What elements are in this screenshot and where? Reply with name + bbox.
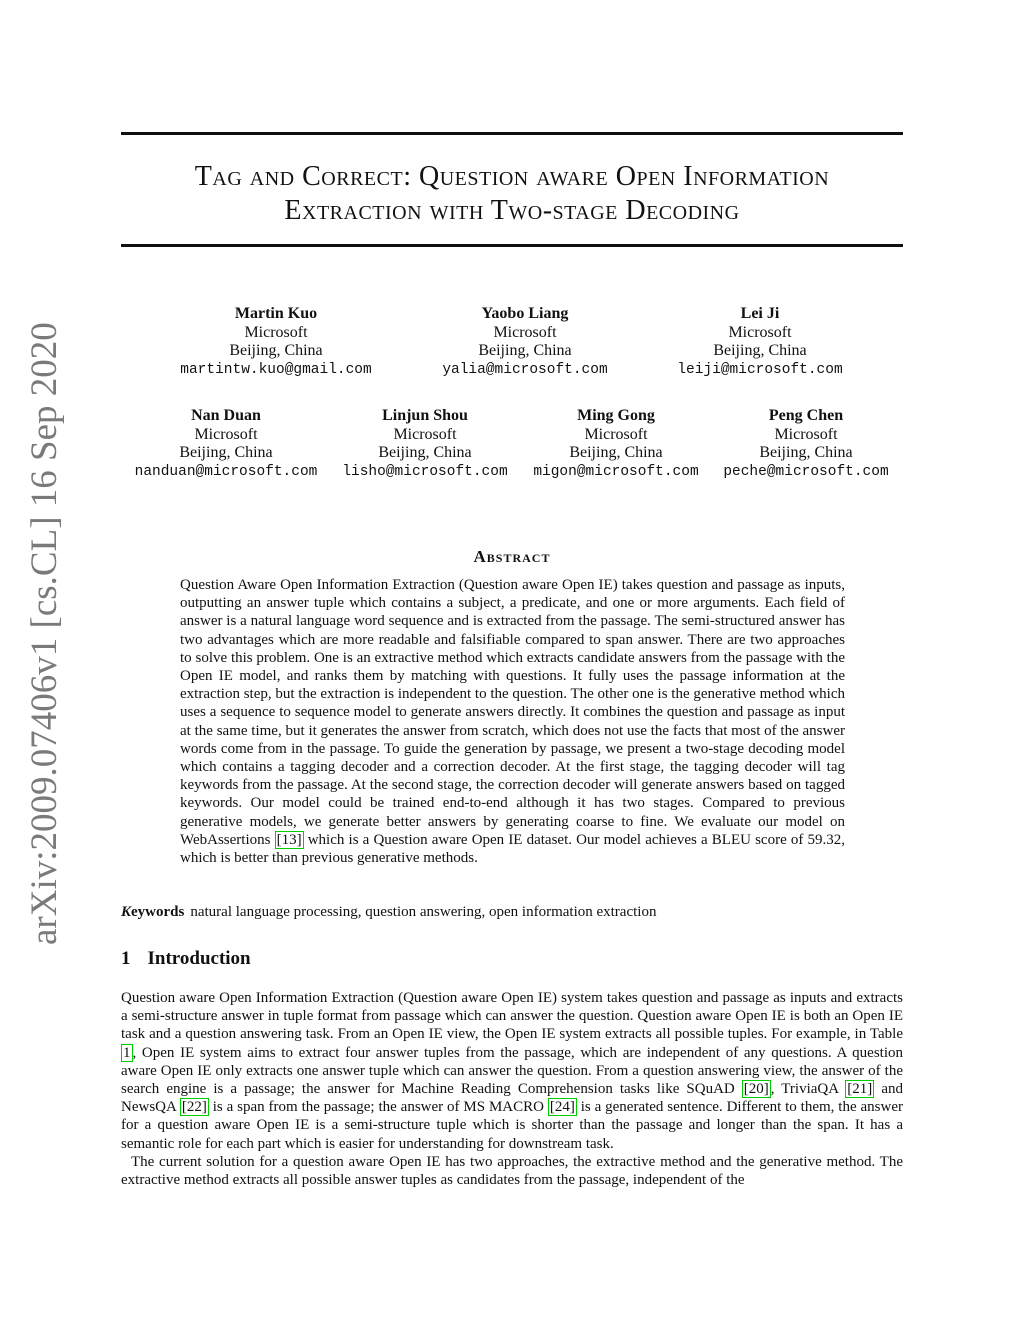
author-email[interactable]: migon@microsoft.com	[533, 463, 699, 480]
section-number: 1	[121, 948, 131, 969]
author-name: Linjun Shou	[382, 407, 468, 424]
author-location: Beijing, China	[569, 444, 663, 461]
author-name: Peng Chen	[768, 407, 844, 424]
citation-link[interactable]: [13]	[276, 831, 302, 848]
author-location: Beijing, China	[713, 342, 807, 359]
table-ref-link[interactable]: 1	[123, 1044, 131, 1061]
author-name: Ming Gong	[577, 407, 655, 424]
citation-link[interactable]: [20]	[743, 1081, 769, 1098]
author-affiliation: Microsoft	[194, 425, 258, 443]
author-block	[176, 305, 376, 379]
title-line-1: Tag and Correct: Question aware Open Information	[194, 161, 830, 192]
title-line-2: Extraction with Two-stage Decoding	[284, 195, 740, 226]
arxiv-stamp: arXiv:2009.07406v1 [cs.CL] 16 Sep 2020	[24, 322, 65, 945]
author-email[interactable]: leiji@microsoft.com	[677, 361, 843, 378]
author-name: Yaobo Liang	[481, 305, 569, 322]
author-location: Beijing, China	[378, 444, 472, 461]
author-block	[706, 407, 906, 481]
author-name: Martin Kuo	[234, 305, 318, 322]
title-rule-bottom	[121, 244, 903, 247]
author-block	[660, 305, 860, 379]
author-email[interactable]: peche@microsoft.com	[723, 463, 889, 480]
author-location: Beijing, China	[759, 444, 853, 461]
author-block	[325, 407, 525, 481]
author-affiliation: Microsoft	[774, 425, 838, 443]
author-email[interactable]: martintw.kuo@gmail.com	[180, 361, 372, 378]
author-email[interactable]: lisho@microsoft.com	[342, 463, 508, 480]
paragraph: The current solution for a question aware Open IE has two approaches, the extractive method and the generative method. The extractive method extracts all possible answer tuples as candidates from the passage, independent of the	[121, 1153, 903, 1189]
citation-link[interactable]: [22]	[181, 1099, 207, 1116]
keywords-text: natural language processing, question answering, open information extraction	[190, 904, 657, 920]
section-heading	[121, 948, 251, 970]
keywords-label: Keywords	[121, 904, 185, 920]
author-email[interactable]: nanduan@microsoft.com	[134, 463, 318, 480]
author-affiliation: Microsoft	[244, 323, 308, 341]
author-affiliation: Microsoft	[393, 425, 457, 443]
author-affiliation: Microsoft	[584, 425, 648, 443]
citation-link[interactable]: [24]	[549, 1099, 575, 1116]
author-location: Beijing, China	[179, 444, 273, 461]
author-block	[126, 407, 326, 481]
author-block	[425, 305, 625, 379]
paper-title	[121, 160, 903, 228]
abstract-text	[180, 576, 845, 867]
author-affiliation: Microsoft	[493, 323, 557, 341]
author-email[interactable]: yalia@microsoft.com	[442, 361, 608, 378]
author-location: Beijing, China	[478, 342, 572, 359]
abstract-body-end: which is a Question aware Open IE dataset. Our model achieves a BLEU score of 59.32, which is better than previous generative methods.	[180, 831, 846, 867]
author-affiliation: Microsoft	[728, 323, 792, 341]
intro-body	[121, 989, 903, 1189]
keywords-line	[121, 904, 656, 921]
author-name: Nan Duan	[191, 407, 261, 424]
author-name: Lei Ji	[740, 305, 780, 322]
section-title: Introduction	[147, 948, 251, 969]
author-location: Beijing, China	[229, 342, 323, 359]
citation-link[interactable]: [21]	[847, 1081, 873, 1098]
title-rule-top	[121, 132, 903, 135]
paragraph: Question aware Open Information Extraction (Question aware Open IE) system takes question and passage as inputs and extracts a semi-structure answer in tuple format from passage which can answer the question. Question aware Open IE is both an Open IE task and a question answering task. From an Open IE view, the Open IE system extracts all possible tuples. For example, in Table 1 , Open IE system aims to extract four answer tuples from the passage, which are independent of any questions. A question aware Open IE only extracts one answer tuple which can answer the question. From a question answering view, the answer of the search engine is a passage; the answer for Machine Reading Comprehension tasks like SQuAD [20] , TriviaQA [21] and NewsQA [22] is a span from the passage; the answer of MS MACRO [24] is a generated sentence. Different to them, the answer for a question aware Open IE is a semi-structure tuple which is shorter than the passage and longer than the span. It has a semantic role for each part which is easier for understanding for downstream task.	[121, 990, 903, 1152]
abstract-body: Question Aware Open Information Extraction (Question aware Open IE) takes question and passage as inputs, outputting an answer tuple which contains a subject, a predicate, and one or more arguments. Each field of answer is a natural language word sequence and is extracted from the passage. The semi-structured answer has two advantages which are more readable and falsifiable compared to span answer. There are two approaches to solve this problem. One is an extractive method which extracts candidate answers from the passage with the Open IE model, and ranks them by matching with questions. It fully uses the passage information at the extraction step, but the extraction is independent to the question. The other one is the generative method which uses a sequence to sequence model to generate answers directly. It combines the question and passage as input at the same time, but it generates the answer from scratch, which does not use the facts that most of the answer words come from in the passage. To guide the generation by passage, we present a two-stage decoding model which contains a tagging decoder and a correction decoder. At the first stage, the tagging decoder will tag keywords from the passage. At the second stage, the correction decoder will generate answers based on tagged keywords. Our model could be trained end-to-end although it has two stages. Compared to previous generative models, we generate better answers by generating coarse to fine. We evaluate our model on WebAssertions	[180, 577, 845, 848]
author-block	[516, 407, 716, 481]
abstract-heading: Abstract	[473, 547, 551, 566]
